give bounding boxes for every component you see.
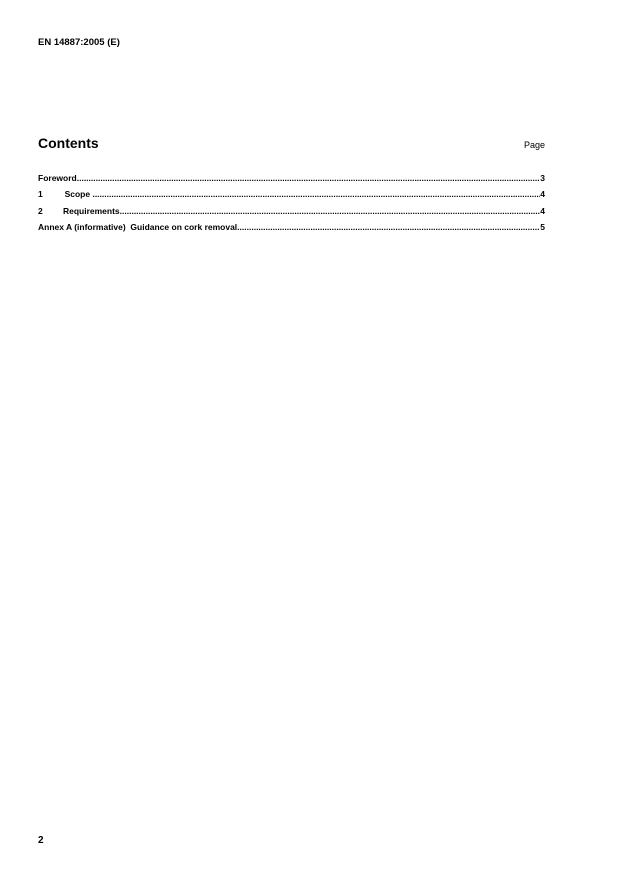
toc-entry-number: 1 [38, 189, 43, 200]
toc-entry-label: Requirements [62, 205, 120, 216]
toc-entry-scope[interactable] [38, 189, 545, 205]
toc-entry-page: 5 [540, 221, 545, 232]
toc-leader-dots [237, 222, 540, 232]
toc-entry-requirements[interactable] [38, 206, 545, 222]
toc-entry-page: 3 [540, 173, 545, 183]
toc-entry-annex-a[interactable] [38, 222, 545, 238]
page-number-footer: 2 [38, 835, 44, 846]
toc-entry-number: 2 [38, 205, 43, 216]
toc-leader-dots [92, 189, 540, 199]
toc-entry-page: 4 [540, 189, 545, 200]
page-column-label: Page [523, 140, 545, 150]
toc-entry-label: Annex A (informative) Guidance on cork removal [38, 221, 238, 232]
contents-title: Contents [38, 135, 99, 151]
toc-leader-dots [120, 206, 541, 216]
document-id-header: EN 14887:2005 (E) [38, 37, 120, 48]
table-of-contents [38, 173, 545, 238]
toc-entry-foreword[interactable] [38, 173, 545, 189]
toc-leader-dots [77, 173, 541, 183]
toc-entry-page: 4 [540, 205, 545, 216]
toc-entry-label: Foreword [38, 173, 77, 183]
toc-entry-label: Scope [64, 189, 93, 200]
